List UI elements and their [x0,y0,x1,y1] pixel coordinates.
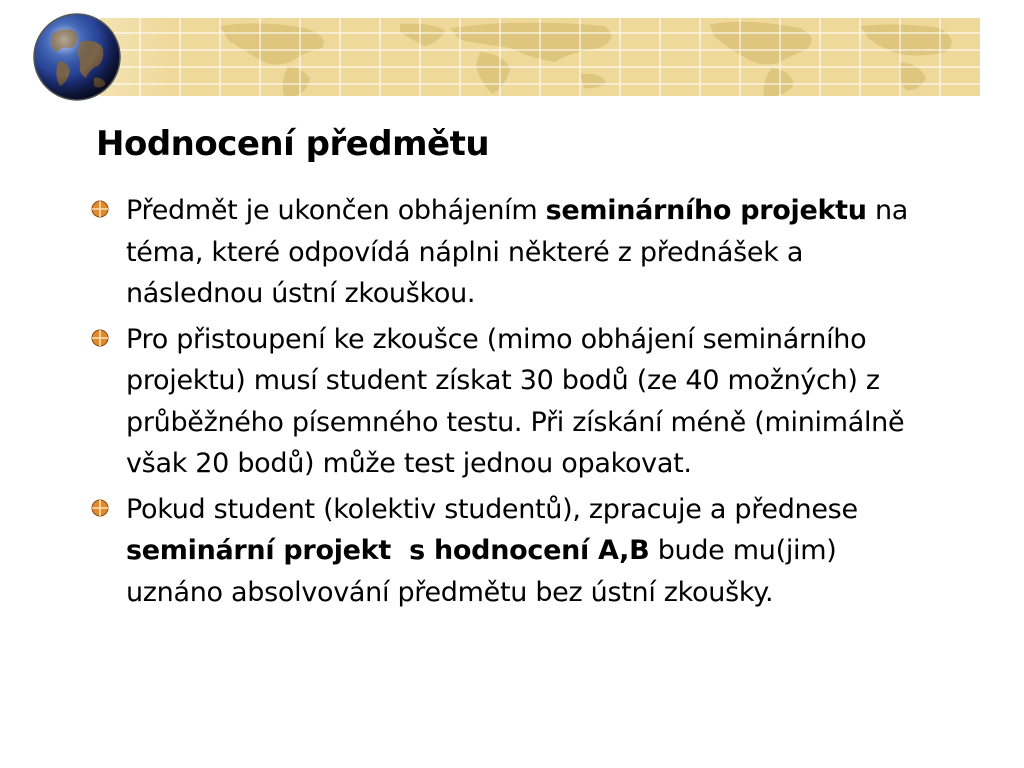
orange-diamond-bullet-icon [90,328,110,348]
world-map-banner [100,18,980,96]
bullet-text-3a: Pokud student (kolektiv studentů), zpracuje a přednese [126,493,858,525]
bullet-list [88,190,928,617]
slide-title: Hodnocení předmětu [96,124,490,164]
bullet-text-1b: seminárního projektu [545,195,867,226]
bullet-text-2: Pro přistoupení ke zkoušce (mimo obhájení seminárního projektu) musí student získat 30 bodů (ze 40 možných) z průběžného písemného testu. Při získání méně (minimálně však 20 bodů) může test jednou opakovat. [126,323,905,479]
bullet-item [88,319,928,485]
orange-diamond-bullet-icon [90,498,110,518]
orange-diamond-bullet-icon [90,199,110,219]
bullet-text-3b: seminární projekt s hodnocení A,B [126,535,650,566]
bullet-text-3c: bude mu(jim) uznáno absolvování předmětu bez ústní zkoušky. [126,535,837,608]
bullet-item [88,489,928,614]
bullet-text-1c: na téma, které odpovídá náplni některé z přednášek a následnou ústní zkouškou. [126,195,909,309]
globe-icon [32,12,122,102]
bullet-text-1a: Předmět je ukončen obhájením [126,195,546,226]
bullet-item [88,190,928,315]
